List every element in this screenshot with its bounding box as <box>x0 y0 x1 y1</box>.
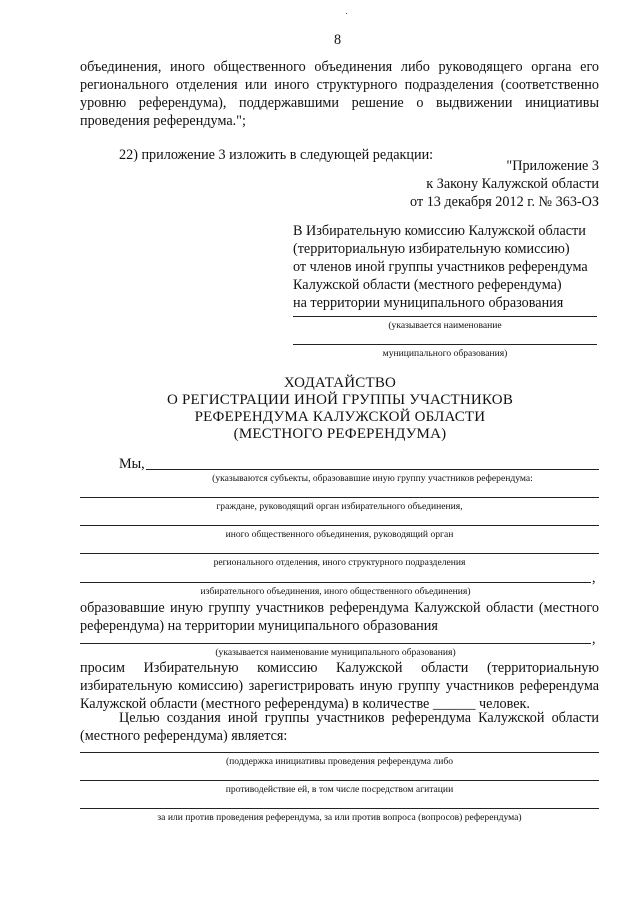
appendix-line-3: от 13 декабря 2012 г. № 363-ОЗ <box>410 194 599 210</box>
addressee-line-3: от членов иной группы участников референдума <box>293 259 588 275</box>
subjects-blank-1[interactable] <box>146 469 599 470</box>
title-line-1: ХОДАТАЙСТВО <box>283 375 397 391</box>
request-line-2: избирательную комиссию) зарегистрировать иную группу участников референдума <box>80 678 599 694</box>
addressee-blank-2[interactable] <box>293 344 597 345</box>
addressee-line-5: на территории муниципального образования <box>293 295 564 311</box>
addressee-line-2: (территориальную избирательную комиссию) <box>293 241 570 257</box>
page-number: 8 <box>334 32 342 48</box>
goal-hint-1: (поддержка инициативы проведения референдума либо <box>225 756 454 767</box>
subjects-blank-5[interactable] <box>80 582 591 583</box>
goal-blank-2[interactable] <box>80 780 599 781</box>
municipality-blank[interactable] <box>80 643 591 644</box>
goal-hint-2: противодействие ей, в том числе посредством агитации <box>225 784 454 795</box>
intro-line-2: регионального отделения или иного структурного подразделения (соответственно <box>80 77 599 93</box>
title-line-3: РЕФЕРЕНДУМА КАЛУЖСКОЙ ОБЛАСТИ <box>194 409 486 425</box>
appendix-line-2: к Закону Калужской области <box>426 176 599 192</box>
subjects-comma: , <box>592 570 596 586</box>
we-label: Мы, <box>119 456 145 472</box>
formed-line-1: образовавшие иную группу участников референдума Калужской области (местного <box>80 600 599 616</box>
subjects-hint-2: граждане, руководящий орган избирательного объединения, <box>216 501 463 512</box>
item-22: 22) приложение 3 изложить в следующей редакции: <box>119 147 434 163</box>
scan-dot <box>346 13 347 14</box>
municipality-comma: , <box>592 631 596 647</box>
goal-line-2: (местного референдума) является: <box>80 728 288 744</box>
request-line-1: просим Избирательную комиссию Калужской области (территориальную <box>80 660 599 676</box>
subjects-blank-4[interactable] <box>80 553 599 554</box>
addressee-line-1: В Избирательную комиссию Калужской области <box>293 223 586 239</box>
addressee-hint-2: муниципального образования) <box>382 348 508 359</box>
subjects-hint-1: (указываются субъекты, образовавшие иную группу участников референдума: <box>212 473 533 484</box>
subjects-blank-2[interactable] <box>80 497 599 498</box>
addressee-hint-1: (указывается наименование <box>388 320 502 331</box>
subjects-hint-5: избирательного объединения, иного общественного объединения) <box>200 586 471 597</box>
title-line-4: (МЕСТНОГО РЕФЕРЕНДУМА) <box>233 426 447 442</box>
appendix-line-1: "Приложение 3 <box>506 158 599 174</box>
intro-line-1: объединения, иного общественного объединения либо руководящего органа его <box>80 59 599 75</box>
formed-line-2: референдума) на территории муниципального образования <box>80 618 438 634</box>
goal-hint-3: за или против проведения референдума, за или против вопроса (вопросов) референдума) <box>157 812 522 823</box>
addressee-blank-1[interactable] <box>293 316 597 317</box>
title-line-2: О РЕГИСТРАЦИИ ИНОЙ ГРУППЫ УЧАСТНИКОВ <box>166 392 514 408</box>
request-line-3: Калужской области (местного референдума) в количестве ______ человек. <box>80 696 530 712</box>
subjects-hint-3: иного общественного объединения, руководящий орган <box>225 529 454 540</box>
addressee-line-4: Калужской области (местного референдума) <box>293 277 562 293</box>
intro-line-4: проведения референдума."; <box>80 113 246 129</box>
intro-line-3: уровню референдума), поддержавшими решение о выдвижении инициативы <box>80 95 599 111</box>
subjects-blank-3[interactable] <box>80 525 599 526</box>
municipality-hint: (указывается наименование муниципального образования) <box>215 647 456 658</box>
goal-blank-1[interactable] <box>80 752 599 753</box>
goal-line-1: Целью создания иной группы участников референдума Калужской области <box>119 710 599 726</box>
goal-blank-3[interactable] <box>80 808 599 809</box>
subjects-hint-4: регионального отделения, иного структурного подразделения <box>213 557 466 568</box>
